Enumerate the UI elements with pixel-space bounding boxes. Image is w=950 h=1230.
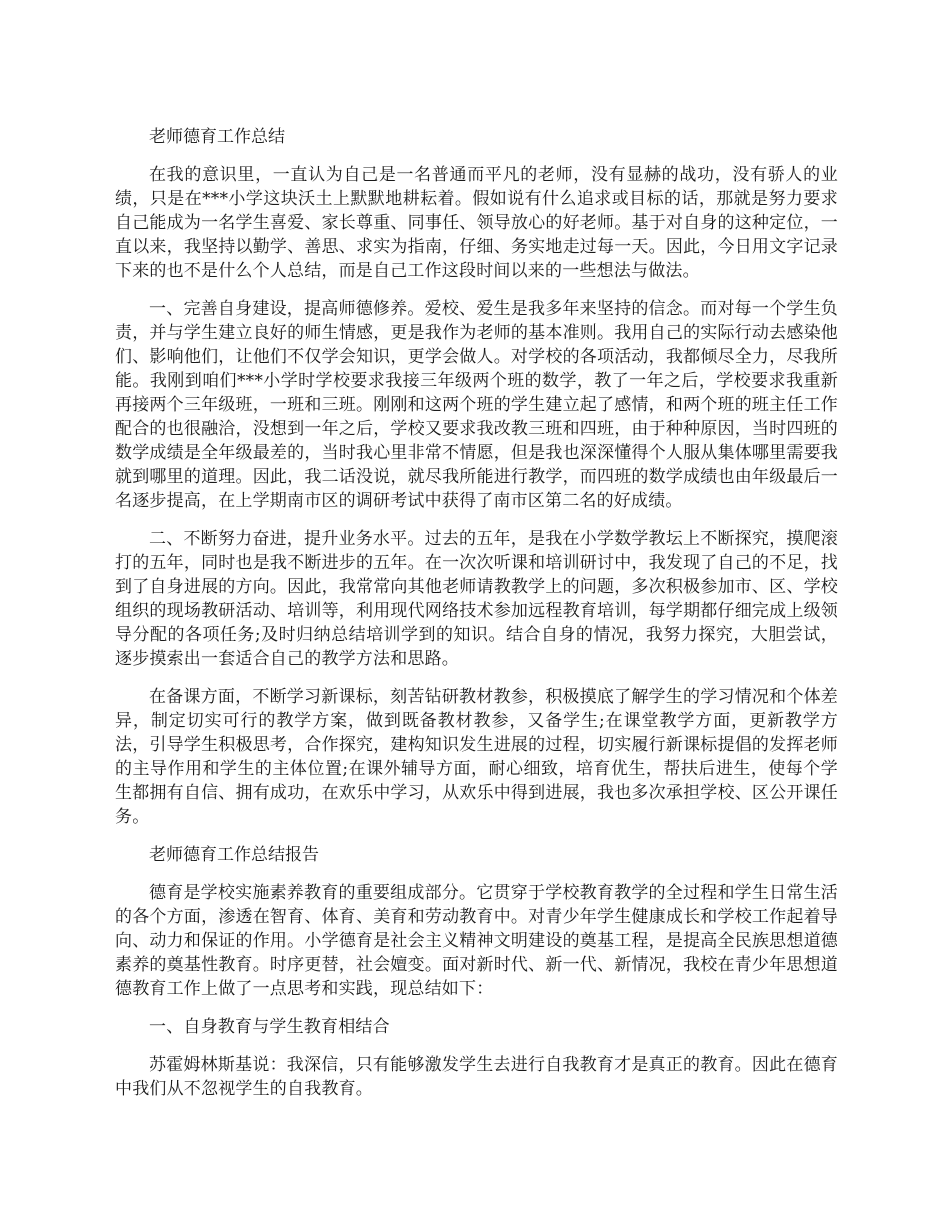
- paragraph-section-2: 二、不断努力奋进，提升业务水平。过去的五年，是我在小学数学教坛上不断探究，摸爬滚打的五年，同时也是我不断进步的五年。在一次次听课和培训研讨中，我发现了自己的不足，找到了自身进展的方向。因此，我常常向其他老师请教教学上的问题，多次积极参加市、区、学校组织的现场教研活动、培训等，利用现代网络技术参加远程教育培训，每学期都仔细完成上级领导分配的各项任务;及时归纳总结培训学到的知识。结合自身的情况，我努力探究，大胆尝试，逐步摸索出一套适合自己的教学方法和思路。: [115, 529, 838, 669]
- report-title: 老师德育工作总结报告: [149, 845, 319, 865]
- section-heading: 一、自身教育与学生教育相结合: [149, 1017, 390, 1037]
- paragraph-section-1: 一、完善自身建设，提高师德修养。爱校、爱生是我多年来坚持的信念。而对每一个学生负责，并与学生建立良好的师生情感，更是我作为老师的基本准则。我用自己的实际行动去感染他们、影响他们，让他们不仅学会知识，更学会做人。对学校的各项活动，我都倾尽全力，尽我所能。我刚到咱们***小学时学校要求我接三年级两个班的数学，教了一年之后，学校要求我重新再接两个三年级班，一班和三班。刚刚和这两个班的学生建立起了感情，和两个班的班主任工作配合的也很融洽，没想到一年之后，学校又要求我改教三班和四班，由于种种原因，当时四班的数学成绩是全年级最差的，当时我心里非常不情愿，但是我也深深懂得个人服从集体哪里需要我就到哪里的道理。因此，我二话没说，就尽我所能进行教学，而四班的数学成绩也由年级最后一名逐步提高，在上学期南市区的调研考试中获得了南市区第二名的好成绩。: [115, 299, 838, 511]
- paragraph-moral-education: 德育是学校实施素养教育的重要组成部分。它贯穿于学校教育教学的全过程和学生日常生活的各个方面，渗透在智育、体育、美育和劳动教育中。对青少年学生健康成长和学校工作起着导向、动力和保证的作用。小学德育是社会主义精神文明建设的奠基工程，是提高全民族思想道德素养的奠基性教育。时序更替，社会嬗变。面对新时代、新一代、新情况，我校在青少年思想道德教育工作上做了一点思考和实践，现总结如下：: [115, 883, 838, 999]
- document-page: [115, 125, 838, 1115]
- document-title: 老师德育工作总结: [149, 127, 285, 147]
- paragraph-lesson-prep: 在备课方面，不断学习新课标，刻苦钻研教材教参，积极摸底了解学生的学习情况和个体差异，制定切实可行的教学方案，做到既备教材教参，又备学生;在课堂教学方面，更新教学方法，引导学生积极思考，合作探究，建构知识发生进展的过程，切实履行新课标提倡的发挥老师的主导作用和学生的主体位置;在课外辅导方面，耐心细致，培育优生，帮扶后进生，使每个学生都拥有自信、拥有成功，在欢乐中学习，从欢乐中得到进展，我也多次承担学校、区公开课任务。: [115, 687, 838, 827]
- paragraph-intro: 在我的意识里，一直认为自己是一名普通而平凡的老师，没有显赫的战功，没有骄人的业绩，只是在***小学这块沃土上默默地耕耘着。假如说有什么追求或目标的话，那就是努力要求自己能成为一名学生喜爱、家长尊重、同事任、领导放心的好老师。基于对自身的这种定位，一直以来，我坚持以勤学、善思、求实为指南，仔细、务实地走过每一天。因此，今日用文字记录下来的也不是什么个人总结，而是自己工作这段时间以来的一些想法与做法。: [115, 165, 838, 281]
- paragraph-self-education: 苏霍姆林斯基说：我深信，只有能够激发学生去进行自我教育才是真正的教育。因此在德育中我们从不忽视学生的自我教育。: [115, 1055, 838, 1099]
